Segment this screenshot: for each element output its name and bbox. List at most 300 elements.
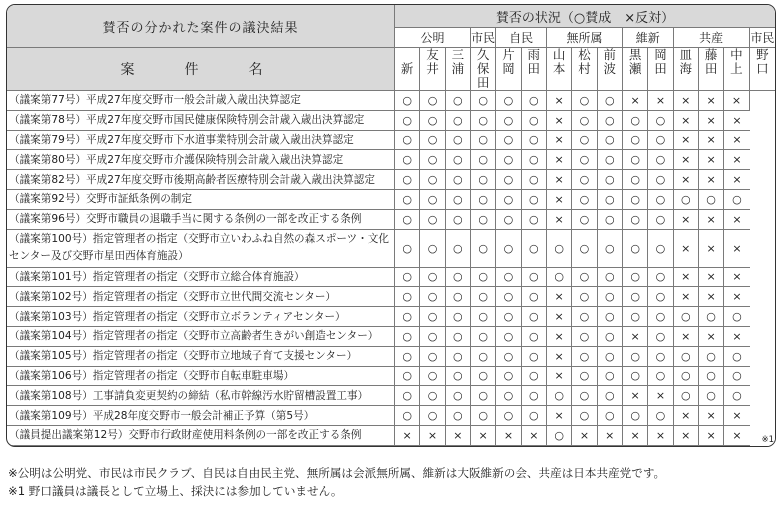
- vote-mark: ×: [699, 170, 724, 190]
- vote-mark: ×: [699, 91, 724, 111]
- vote-mark: ×: [724, 426, 749, 446]
- member-name-header: [395, 48, 420, 91]
- vote-mark: ○: [395, 210, 420, 230]
- vote-mark: ○: [420, 170, 445, 190]
- vote-mark: ○: [547, 230, 572, 268]
- vote-mark: ○: [598, 91, 623, 111]
- vote-mark: ×: [674, 268, 699, 288]
- vote-mark: ×: [699, 230, 724, 268]
- vote-mark: ×: [724, 150, 749, 170]
- vote-mark: ×: [724, 327, 749, 347]
- vote-mark: ○: [598, 386, 623, 406]
- vote-mark: ×: [547, 170, 572, 190]
- vote-mark: ○: [471, 386, 496, 406]
- member-name-char: 中: [730, 48, 743, 62]
- vote-mark: ×: [724, 111, 749, 131]
- bill-name: （議案第106号）指定管理者の指定（交野市自転車駐車場）: [7, 367, 395, 387]
- vote-mark: ×: [699, 150, 724, 170]
- vote-mark: ○: [623, 170, 648, 190]
- vote-mark: ○: [420, 367, 445, 387]
- vote-mark: ○: [623, 307, 648, 327]
- vote-mark: ×: [674, 91, 699, 111]
- vote-mark: ○: [623, 190, 648, 210]
- vote-mark: ○: [674, 190, 699, 210]
- table-row: [7, 190, 775, 210]
- vote-mark: ×: [547, 406, 572, 426]
- vote-mark: ○: [724, 190, 749, 210]
- member-name-char: 松: [578, 48, 591, 62]
- vote-mark: ○: [674, 386, 699, 406]
- vote-mark: ○: [395, 170, 420, 190]
- vote-mark: ○: [395, 406, 420, 426]
- vote-mark: ○: [522, 347, 547, 367]
- vote-mark: ○: [522, 230, 547, 268]
- table-row: [7, 406, 775, 426]
- bill-name: （議員提出議案第12号）交野市行政財産使用料条例の一部を改正する条例: [7, 426, 395, 446]
- vote-mark: ×: [496, 426, 521, 446]
- vote-mark: ○: [420, 150, 445, 170]
- bill-name: （議案第78号）平成27年度交野市国民健康保険特別会計歳入歳出決算認定: [7, 111, 395, 131]
- vote-mark: ○: [395, 268, 420, 288]
- vote-mark: ○: [395, 367, 420, 387]
- party-header: 市民: [471, 28, 496, 48]
- vote-mark: ○: [648, 268, 673, 288]
- vote-mark: ○: [598, 347, 623, 367]
- table-row: [7, 327, 775, 347]
- vote-mark: ×: [724, 268, 749, 288]
- vote-mark: ○: [724, 347, 749, 367]
- vote-mark: ×: [699, 426, 724, 446]
- member-name-header: [750, 48, 775, 91]
- chair-footnote-mark: ※1: [761, 434, 775, 445]
- vote-mark: ○: [623, 150, 648, 170]
- vote-mark: ×: [648, 91, 673, 111]
- vote-mark: ○: [446, 131, 471, 151]
- vote-mark: ○: [547, 386, 572, 406]
- member-name-header: [724, 48, 749, 91]
- vote-mark: ×: [724, 210, 749, 230]
- vote-mark: ○: [522, 367, 547, 387]
- vote-mark: ○: [547, 426, 572, 446]
- vote-mark: ×: [724, 131, 749, 151]
- vote-mark: ○: [446, 406, 471, 426]
- vote-mark: ○: [420, 131, 445, 151]
- member-name-char: 新: [400, 61, 414, 76]
- member-name-char: 田: [654, 61, 667, 76]
- vote-mark: ○: [395, 307, 420, 327]
- vote-mark: ○: [420, 287, 445, 307]
- vote-mark: ○: [598, 268, 623, 288]
- vote-mark: ○: [648, 131, 673, 151]
- vote-mark: ○: [623, 406, 648, 426]
- vote-mark: ○: [648, 230, 673, 268]
- member-name-char: 皿: [679, 48, 693, 62]
- bill-name: （議案第105号）指定管理者の指定（交野市立地域子育て支援センター）: [7, 347, 395, 367]
- vote-mark: ×: [674, 131, 699, 151]
- bill-name: （議案第100号）指定管理者の指定（交野市立いわふね自然の森スポーツ・文化センター及び交野市星田西体育施設）: [7, 230, 395, 268]
- vote-mark: ○: [496, 190, 521, 210]
- vote-mark: ○: [496, 210, 521, 230]
- vote-mark: ○: [572, 91, 597, 111]
- vote-mark: ○: [699, 367, 724, 387]
- vote-mark: ×: [674, 426, 699, 446]
- vote-mark: ○: [496, 287, 521, 307]
- vote-mark: ○: [674, 307, 699, 327]
- member-name-char: 片: [502, 48, 515, 62]
- table-row: [7, 131, 775, 151]
- vote-mark: ○: [522, 170, 547, 190]
- member-name-char: 浦: [451, 61, 465, 76]
- vote-mark: ○: [496, 111, 521, 131]
- vote-mark: ○: [648, 210, 673, 230]
- vote-mark: ○: [598, 190, 623, 210]
- bill-name: （議案第77号）平成27年度交野市一般会計歳入歳出決算認定: [7, 91, 395, 111]
- vote-mark: ○: [572, 131, 597, 151]
- vote-mark: ○: [572, 367, 597, 387]
- vote-mark: ×: [623, 327, 648, 347]
- vote-mark: ×: [674, 327, 699, 347]
- vote-mark: ○: [496, 347, 521, 367]
- vote-mark: ○: [496, 268, 521, 288]
- vote-mark: ○: [674, 347, 699, 367]
- vote-mark: ○: [446, 210, 471, 230]
- vote-mark: ○: [522, 307, 547, 327]
- member-name-char: 黒: [628, 48, 642, 62]
- member-name-char: 上: [730, 61, 743, 76]
- vote-mark: ×: [420, 426, 445, 446]
- vote-mark: ○: [446, 347, 471, 367]
- vote-mark: ○: [471, 347, 496, 367]
- vote-mark: ○: [572, 230, 597, 268]
- vote-mark: ○: [420, 268, 445, 288]
- vote-mark: ○: [471, 91, 496, 111]
- vote-mark: ×: [724, 406, 749, 426]
- vote-mark: ○: [395, 347, 420, 367]
- vote-mark: ○: [623, 287, 648, 307]
- bill-name: （議案第80号）平成27年度交野市介護保険特別会計歳入歳出決算認定: [7, 150, 395, 170]
- vote-mark: ○: [623, 268, 648, 288]
- vote-mark: ○: [395, 386, 420, 406]
- vote-mark: ○: [446, 111, 471, 131]
- party-header: 自民: [496, 28, 547, 48]
- vote-mark: ○: [572, 406, 597, 426]
- vote-mark: ○: [471, 307, 496, 327]
- vote-mark: ×: [547, 307, 572, 327]
- vote-mark: ○: [496, 307, 521, 327]
- member-name-char: 田: [704, 61, 718, 76]
- vote-mark: ○: [572, 268, 597, 288]
- vote-mark: ×: [522, 426, 547, 446]
- vote-mark: ○: [522, 287, 547, 307]
- vote-mark: ○: [496, 150, 521, 170]
- vote-mark: ×: [674, 210, 699, 230]
- vote-mark: ○: [598, 406, 623, 426]
- table-row: [7, 386, 775, 406]
- vote-mark: ×: [623, 426, 648, 446]
- bill-name: （議案第108号）工事請負変更契約の締結（私市幹線汚水貯留槽設置工事）: [7, 386, 395, 406]
- bill-name: （議案第82号）平成27年度交野市後期高齢者医療特別会計歳入歳出決算認定: [7, 170, 395, 190]
- member-name-char: 村: [578, 61, 591, 76]
- member-name-header: [471, 48, 496, 91]
- vote-mark: ○: [446, 307, 471, 327]
- vote-mark: ○: [471, 131, 496, 151]
- vote-mark: ×: [623, 386, 648, 406]
- table-row: [7, 170, 775, 190]
- vote-mark: ○: [395, 150, 420, 170]
- vote-mark: ○: [572, 307, 597, 327]
- vote-mark: ○: [522, 111, 547, 131]
- vote-mark: ○: [496, 327, 521, 347]
- vote-mark: ○: [395, 111, 420, 131]
- vote-mark: ×: [623, 91, 648, 111]
- vote-mark: ○: [598, 150, 623, 170]
- vote-mark: ○: [395, 327, 420, 347]
- vote-mark: ○: [471, 210, 496, 230]
- vote-mark: ○: [547, 268, 572, 288]
- vote-mark: ×: [547, 347, 572, 367]
- member-name-char: 野: [756, 48, 769, 62]
- vote-mark: ○: [699, 347, 724, 367]
- vote-mark: ×: [547, 190, 572, 210]
- member-name-header: [496, 48, 521, 91]
- vote-mark: ○: [420, 190, 445, 210]
- member-name-char: 口: [756, 61, 769, 76]
- vote-mark: ○: [420, 230, 445, 268]
- vote-mark: ○: [572, 170, 597, 190]
- vote-mark: ○: [648, 190, 673, 210]
- vote-mark: ○: [446, 287, 471, 307]
- vote-mark: ○: [572, 287, 597, 307]
- footnotes: [8, 464, 778, 500]
- vote-mark: ×: [446, 426, 471, 446]
- bill-name-header: 案 件 名: [7, 48, 395, 91]
- vote-mark: ×: [724, 287, 749, 307]
- member-name-char: 海: [679, 61, 693, 76]
- vote-mark: ○: [648, 347, 673, 367]
- vote-mark: ○: [648, 406, 673, 426]
- vote-mark: ○: [446, 327, 471, 347]
- vote-mark: ○: [522, 91, 547, 111]
- vote-mark: ○: [496, 91, 521, 111]
- member-name-header: [699, 48, 724, 91]
- table-row: [7, 287, 775, 307]
- table-row: [7, 268, 775, 288]
- vote-mark: ×: [395, 426, 420, 446]
- vote-mark: ○: [598, 210, 623, 230]
- member-name-char: 久: [476, 48, 490, 62]
- table-row: [7, 307, 775, 327]
- vote-mark: ○: [471, 327, 496, 347]
- vote-mark: ○: [572, 190, 597, 210]
- party-header: 維新: [623, 28, 674, 48]
- vote-mark: ×: [699, 327, 724, 347]
- vote-mark: ○: [598, 327, 623, 347]
- vote-mark: ○: [648, 287, 673, 307]
- vote-mark: ○: [522, 210, 547, 230]
- vote-mark: ○: [496, 367, 521, 387]
- party-header: 市民: [750, 28, 775, 48]
- vote-mark: ○: [674, 367, 699, 387]
- vote-mark: ○: [496, 170, 521, 190]
- vote-mark: ×: [572, 426, 597, 446]
- vote-mark: ○: [395, 190, 420, 210]
- member-name-char: 山: [552, 48, 566, 62]
- member-name-char: 藤: [704, 48, 718, 62]
- vote-mark: ○: [420, 347, 445, 367]
- vote-mark: ○: [471, 287, 496, 307]
- vote-mark: ○: [395, 287, 420, 307]
- vote-mark: ○: [496, 230, 521, 268]
- vote-mark: ○: [522, 327, 547, 347]
- vote-mark: ×: [547, 150, 572, 170]
- member-name-header: [522, 48, 547, 91]
- vote-mark: ○: [572, 347, 597, 367]
- vote-mark: ○: [420, 111, 445, 131]
- vote-mark: ○: [446, 386, 471, 406]
- vote-mark: ○: [572, 327, 597, 347]
- vote-mark: ×: [648, 386, 673, 406]
- vote-mark: ○: [446, 150, 471, 170]
- vote-mark: ○: [623, 111, 648, 131]
- bill-name: （議案第79号）平成27年度交野市下水道事業特別会計歳入歳出決算認定: [7, 131, 395, 151]
- vote-mark: ○: [572, 111, 597, 131]
- vote-mark: ○: [572, 210, 597, 230]
- vote-results-table: [6, 4, 776, 447]
- vote-mark: ○: [522, 131, 547, 151]
- vote-mark: ○: [598, 230, 623, 268]
- vote-mark: ×: [648, 426, 673, 446]
- vote-mark: ○: [623, 210, 648, 230]
- vote-mark: ○: [623, 367, 648, 387]
- vote-mark: ○: [395, 131, 420, 151]
- vote-mark: ×: [699, 210, 724, 230]
- vote-mark: ○: [395, 91, 420, 111]
- vote-mark: ○: [598, 131, 623, 151]
- vote-mark: ○: [623, 131, 648, 151]
- vote-mark: ○: [471, 150, 496, 170]
- footnote-chair: ※1 野口議員は議長として立場上、採決には参加していません。: [8, 484, 343, 498]
- vote-mark: ○: [471, 111, 496, 131]
- vote-mark: ○: [572, 150, 597, 170]
- party-header: 無所属: [547, 28, 623, 48]
- chair-abstain-cell: [750, 91, 775, 446]
- vote-mark: ○: [623, 347, 648, 367]
- vote-mark: ○: [420, 406, 445, 426]
- vote-mark: ×: [724, 170, 749, 190]
- vote-mark: ○: [471, 268, 496, 288]
- vote-mark: ○: [572, 386, 597, 406]
- member-name-char: 雨: [527, 48, 541, 62]
- table-row: [7, 150, 775, 170]
- vote-mark: ×: [547, 287, 572, 307]
- vote-mark: ×: [674, 406, 699, 426]
- vote-mark: ○: [471, 367, 496, 387]
- footnote-parties: ※公明は公明党、市民は市民クラブ、自民は自由民主党、無所属は会派無所属、維新は大阪維新の会、共産は日本共産党です。: [8, 466, 666, 480]
- vote-mark: ○: [420, 307, 445, 327]
- table-row: [7, 210, 775, 230]
- vote-mark: ○: [699, 307, 724, 327]
- vote-mark: ×: [547, 111, 572, 131]
- vote-mark: ○: [471, 190, 496, 210]
- party-header: 公明: [395, 28, 471, 48]
- vote-mark: ×: [547, 131, 572, 151]
- vote-mark: ○: [522, 406, 547, 426]
- vote-mark: ○: [724, 307, 749, 327]
- table-row: [7, 426, 775, 446]
- vote-mark: ○: [496, 406, 521, 426]
- member-name-char: 前: [603, 48, 617, 62]
- table-row: [7, 91, 775, 111]
- member-name-char: 波: [603, 61, 617, 76]
- vote-mark: ×: [699, 406, 724, 426]
- vote-mark: ×: [547, 367, 572, 387]
- vote-mark: ×: [699, 287, 724, 307]
- vote-mark: ×: [699, 268, 724, 288]
- bill-name: （議案第96号）交野市職員の退職手当に関する条例の一部を改正する条例: [7, 210, 395, 230]
- vote-mark: ○: [420, 210, 445, 230]
- member-name-header: [623, 48, 648, 91]
- member-name-char: 田: [476, 75, 490, 90]
- vote-mark: ×: [674, 287, 699, 307]
- vote-mark: ○: [446, 170, 471, 190]
- vote-mark: ○: [648, 367, 673, 387]
- vote-mark: ○: [420, 91, 445, 111]
- member-name-char: 本: [552, 61, 566, 76]
- bill-name: （議案第109号）平成28年度交野市一般会計補正予算（第5号）: [7, 406, 395, 426]
- vote-mark: ○: [648, 170, 673, 190]
- member-name-char: 瀬: [628, 61, 642, 76]
- bill-name: （議案第92号）交野市証紙条例の制定: [7, 190, 395, 210]
- vote-mark: ○: [598, 111, 623, 131]
- member-name-char: 岡: [654, 48, 667, 62]
- vote-mark: ○: [648, 150, 673, 170]
- vote-mark: ○: [471, 406, 496, 426]
- vote-mark: ○: [724, 386, 749, 406]
- vote-mark: ○: [598, 307, 623, 327]
- vote-mark: ×: [724, 91, 749, 111]
- member-name-header: [572, 48, 597, 91]
- vote-mark: ○: [648, 307, 673, 327]
- table-row: [7, 347, 775, 367]
- party-header: 共産: [674, 28, 750, 48]
- table-row: [7, 111, 775, 131]
- vote-mark: ○: [699, 190, 724, 210]
- vote-mark: ○: [446, 367, 471, 387]
- bill-name: （議案第102号）指定管理者の指定（交野市立世代間交流センター）: [7, 287, 395, 307]
- member-name-header: [420, 48, 445, 91]
- vote-mark: ○: [598, 367, 623, 387]
- vote-mark: ×: [674, 230, 699, 268]
- member-name-char: 岡: [502, 61, 515, 76]
- vote-mark: ○: [471, 230, 496, 268]
- vote-mark: ○: [598, 170, 623, 190]
- vote-mark: ○: [496, 386, 521, 406]
- vote-mark: ○: [522, 268, 547, 288]
- vote-mark: ○: [420, 386, 445, 406]
- vote-mark: ×: [471, 426, 496, 446]
- vote-mark: ○: [496, 131, 521, 151]
- table-row: [7, 230, 775, 268]
- member-name-char: 井: [426, 61, 439, 76]
- member-name-header: [674, 48, 699, 91]
- vote-mark: ×: [699, 131, 724, 151]
- vote-results-sheet: [6, 4, 774, 447]
- vote-mark: ○: [446, 91, 471, 111]
- vote-mark: ×: [699, 111, 724, 131]
- vote-mark: ○: [522, 386, 547, 406]
- bill-name: （議案第104号）指定管理者の指定（交野市立高齢者生きがい創造センター）: [7, 327, 395, 347]
- vote-mark: ○: [446, 190, 471, 210]
